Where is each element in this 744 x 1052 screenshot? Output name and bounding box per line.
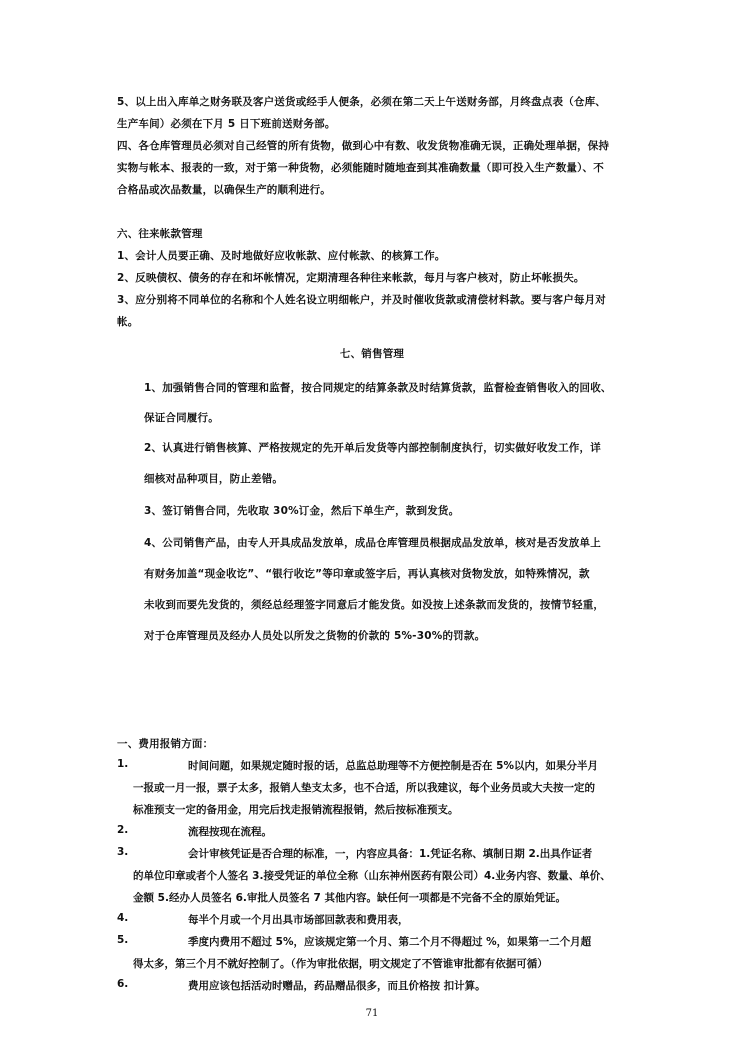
paragraph-line: 4、公司销售产品，由专人开具成品发放单，成品仓库管理员根据成品发放单，核对是否发放单上 <box>144 537 601 549</box>
paragraph-line: 帐。 <box>117 316 139 328</box>
section-heading: 六、往来帐款管理 <box>117 228 203 240</box>
list-item-line: 标准预支一定的备用金，用完后找走报销流程报销，然后按标准预支。 <box>133 804 459 816</box>
paragraph-line: 未收到而要先发货的，须经总经理签字同意后才能发货。如没按上述条款而发货的，按情节轻重， <box>144 599 605 611</box>
list-number: 1. <box>117 758 129 770</box>
paragraph-line: 有财务加盖“现金收讫”、“银行收讫”等印章或签字后，再认真核对货物发放，如特殊情况，款 <box>144 568 590 580</box>
list-item-line: 的单位印章或者个人签名 3.接受凭证的单位全称（山东神州医药有限公司）4.业务内容、数量、单价、 <box>133 870 611 882</box>
paragraph-line: 生产车间）必须在下月 5 日下班前送财务部。 <box>117 118 336 130</box>
list-number: 2. <box>117 824 129 836</box>
list-number: 6. <box>117 978 129 990</box>
list-item-line: 时间问题，如果规定随时报的话，总监总助理等不方便控制是否在 5%以内，如果分半月 <box>188 760 598 772</box>
list-number: 5. <box>117 934 129 946</box>
paragraph-line: 3、应分别将不同单位的名称和个人姓名设立明细帐户，并及时催收货款或清偿材料款。要与客户每月对 <box>117 294 607 306</box>
list-item-line: 季度内费用不超过 5%，应该规定第一个月、第二个月不得超过 %，如果第一二个月超 <box>188 936 592 948</box>
list-item-line: 得太多，第三个月不就好控制了。（作为审批依据，明文规定了不管谁审批都有依据可循） <box>133 958 548 970</box>
list-item-line: 会计审核凭证是否合理的标准，一，内容应具备：1.凭证名称、填制日期 2.出具作证者 <box>188 848 593 860</box>
paragraph-line: 保证合同履行。 <box>144 412 219 424</box>
paragraph-line: 细核对品种项目，防止差错。 <box>144 473 284 485</box>
paragraph-line: 2、反映债权、债务的存在和坏帐情况，定期清理各种往来帐款，每月与客户核对，防止坏帐损失。 <box>117 272 585 284</box>
list-item-line: 每半个月或一个月出具市场部回款表和费用表， <box>188 914 409 926</box>
paragraph-line: 2、认真进行销售核算、严格按规定的先开单后发货等内部控制制度执行，切实做好收发工作，详 <box>144 442 601 454</box>
paragraph-line: 实物与帐本、报表的一致，对于第一种货物，必须能随时随地查到其准确数量（即可投入生产数量）、不 <box>117 162 604 174</box>
section-heading: 七、销售管理 <box>339 348 405 360</box>
section-heading: 一、费用报销方面： <box>117 738 214 750</box>
list-item-line: 流程按现在流程。 <box>188 826 272 838</box>
paragraph-line: 5、以上出入库单之财务联及客户送货或经手人便条，必须在第二天上午送财务部，月终盘点表（仓库、 <box>117 96 607 108</box>
list-item-line: 费用应该包括活动时赠品，药品赠品很多，而且价格按 扣计算。 <box>188 980 486 992</box>
paragraph-line: 1、会计人员要正确、及时地做好应收帐款、应付帐款、的核算工作。 <box>117 250 446 262</box>
list-number: 3. <box>117 846 129 858</box>
paragraph-line: 1、加强销售合同的管理和监督，按合同规定的结算条款及时结算货款，监督检查销售收入的回收、 <box>144 382 612 394</box>
list-item-line: 金额 5.经办人员签名 6.审批人员签名 7 其他内容。缺任何一项都是不完备不全的原始凭证。 <box>133 892 567 904</box>
list-number: 4. <box>117 912 129 924</box>
page-number: 71 <box>365 1008 379 1019</box>
list-item-line: 一报或一月一报，票子太多，报销人垫支太多，也不合适，所以我建议，每个业务员或大夫按一定的 <box>133 782 595 794</box>
paragraph-line: 合格品或次品数量，以确保生产的顺利进行。 <box>117 184 331 196</box>
paragraph-line: 3、签订销售合同，先收取 30%订金，然后下单生产，款到发货。 <box>144 505 460 517</box>
paragraph-line: 对于仓库管理员及经办人员处以所发之货物的价款的 5%-30%的罚款。 <box>144 630 486 642</box>
paragraph-line: 四、各仓库管理员必须对自己经管的所有货物，做到心中有数、收发货物准确无误，正确处理单据，保持 <box>117 140 610 152</box>
